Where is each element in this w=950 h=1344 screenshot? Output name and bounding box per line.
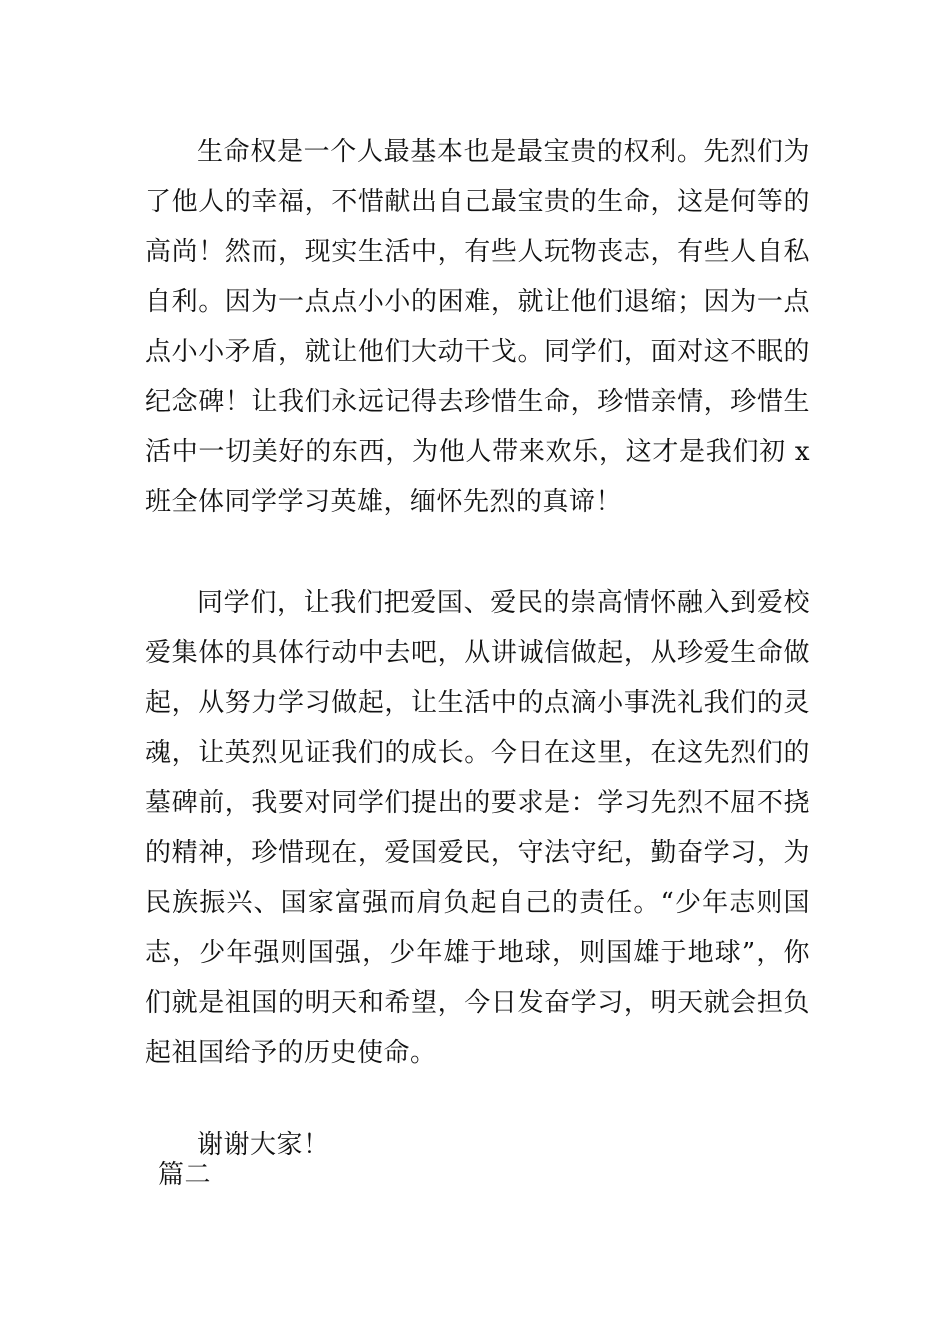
paragraph-thanks: 谢谢大家！	[197, 1130, 330, 1160]
paragraph-patriotism-call: 同学们，让我们把爱国、爱民的崇高情怀融入到爱校爱集体的具体行动中去吧，从讲诚信做起，从珍爱生命做起，从努力学习做起，让生活中的点滴小事洗礼我们的灵魂，让英烈见证我们的成长。今日在这里，在这先烈们的墓碑前，我要对同学们提出的要求是：学习先烈不屈不挠的精神，珍惜现在，爱国爱民，守法守纪，勤奋学习，为民族振兴、国家富强而肩负起自己的责任。“少年志则国志，少年强则国强，少年雄于地球，则国雄于地球”，你们就是祖国的明天和希望，今日发奋学习，明天就会担负起祖国给予的历史使命。	[145, 588, 810, 1068]
section-heading: 篇二	[158, 1160, 212, 1190]
paragraph-right-to-life: 生命权是一个人最基本也是最宝贵的权利。先烈们为了他人的幸福，不惜献出自己最宝贵的生命，这是何等的高尚！然而，现实生活中，有些人玩物丧志，有些人自私自利。因为一点点小小的困难，就让他们退缩；因为一点点小小矛盾，就让他们大动干戈。同学们，面对这不眠的纪念碑！让我们永远记得去珍惜生命，珍惜亲情，珍惜生活中一切美好的东西，为他人带来欢乐，这才是我们初 x 班全体同学学习英雄，缅怀先烈的真谛！	[145, 137, 810, 517]
